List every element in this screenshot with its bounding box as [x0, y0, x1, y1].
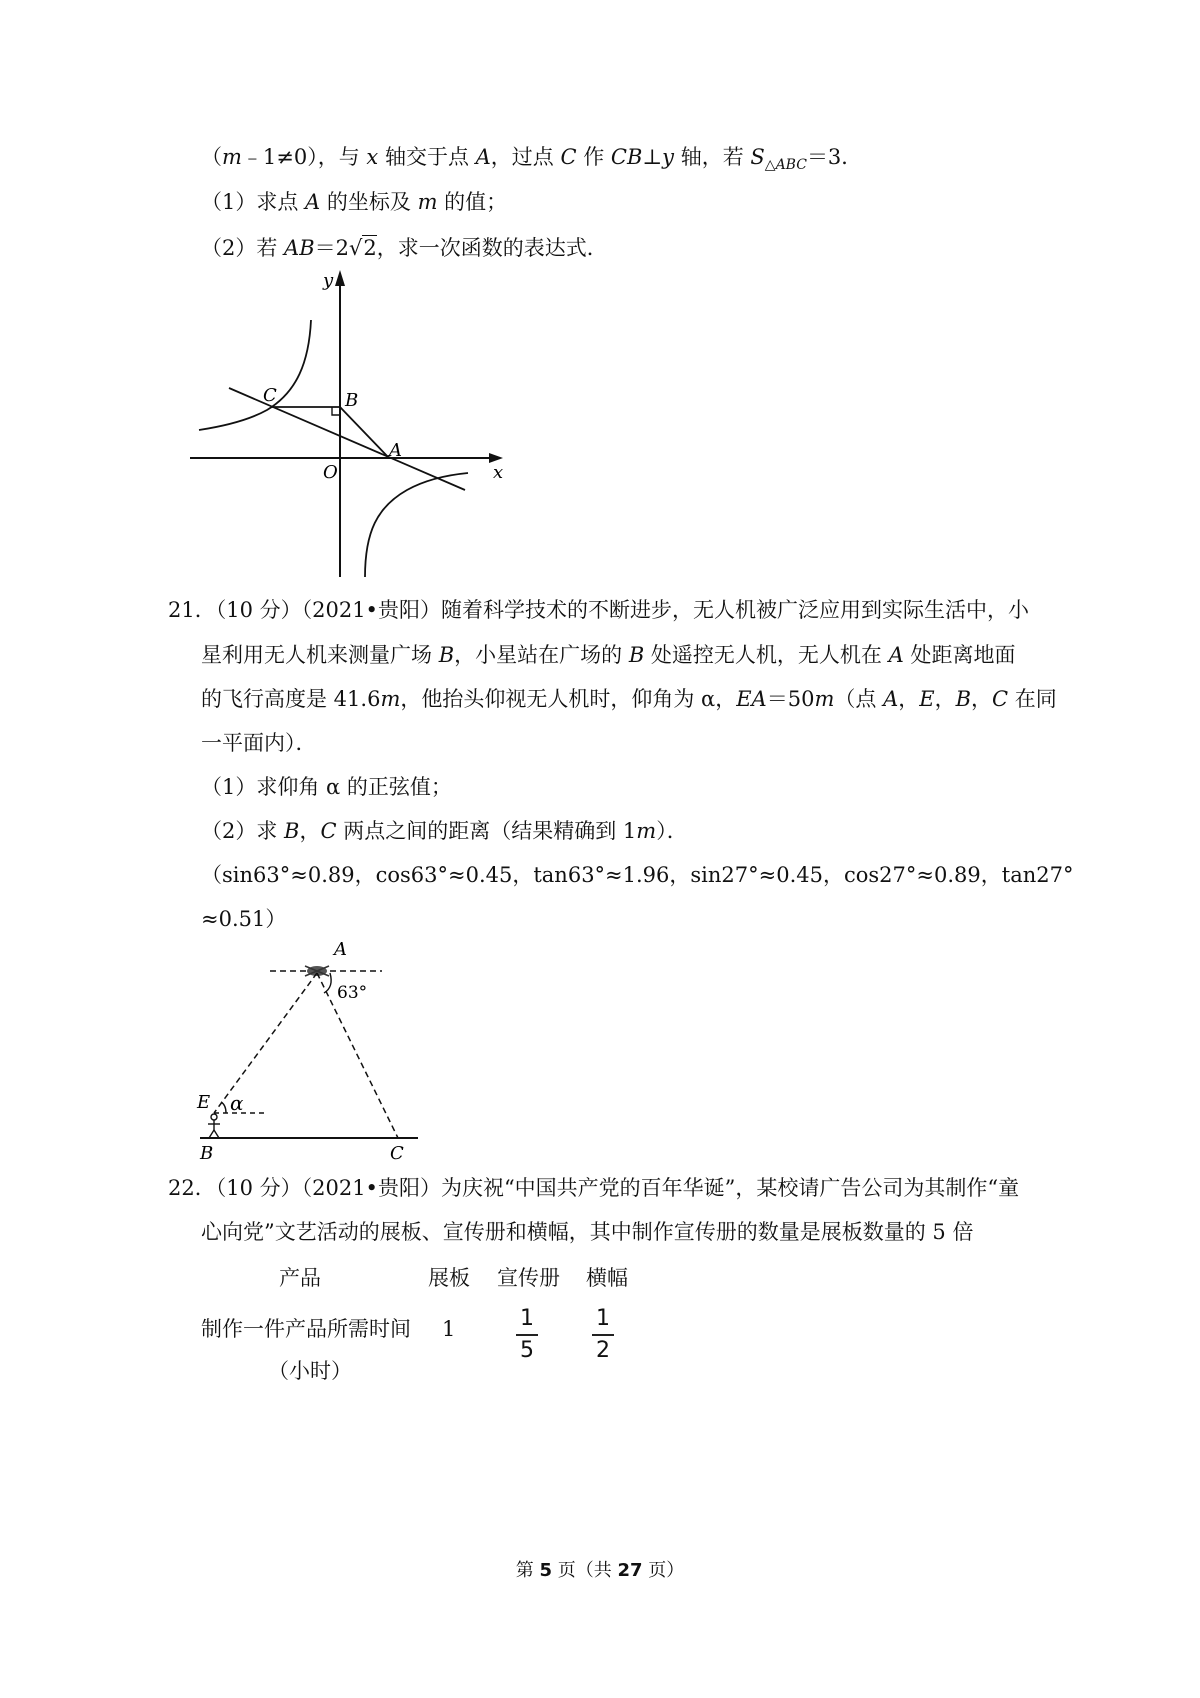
label-a: A — [389, 440, 402, 461]
table-value-board: 1 — [442, 1317, 456, 1341]
label-alpha: α — [230, 1091, 244, 1115]
q21-reference-values-2: ≈0.51） — [201, 907, 287, 931]
hyperbola-branch-lower-right — [365, 473, 468, 577]
q20-condition-line: （m﹣1≠0），与 x 轴交于点 A，过点 C 作 CB⊥y 轴，若 $S_{\triangle ABC}=3$． — [201, 145, 863, 174]
q21-line-4: 一平面内）． — [201, 731, 317, 755]
segment-ba — [340, 407, 389, 458]
q21-line-3: 的飞行高度是 41.6m，他抬头仰视无人机时，仰角为 α，EA＝50m（点 A，E，B，C 在同 — [201, 687, 1057, 711]
q22-line-1: 22．（10 分）（2021•贵阳）为庆祝“中国共产党的百年华诞”，某校请广告公司为其制作“童 — [168, 1176, 1020, 1200]
right-angle-mark — [332, 407, 340, 415]
q21-part1: （1）求仰角 α 的正弦值； — [201, 775, 452, 799]
hyperbola-branch-upper-left — [199, 320, 311, 430]
table-value-brochure-fraction: 1 5 — [512, 1306, 542, 1364]
table-row-label: 制作一件产品所需时间 — [201, 1317, 411, 1341]
q22-line-2: 心向党”文艺活动的展板、宣传册和横幅，其中制作宣传册的数量是展板数量的 5 倍 — [201, 1220, 974, 1244]
table-row-label-unit: （小时） — [268, 1359, 352, 1383]
sqrt-symbol: √ — [349, 236, 363, 260]
label-b: B — [200, 1143, 214, 1164]
label-a: A — [334, 939, 347, 960]
q21-figure — [190, 935, 430, 1165]
q21-line-2: 星利用无人机来测量广场 B，小星站在广场的 B 处遥控无人机，无人机在 A 处距离地面 — [201, 643, 1016, 667]
table-header-brochure: 宣传册 — [497, 1266, 560, 1290]
q21-line-1: 21．（10 分）（2021•贵阳）随着科学技术的不断进步，无人机被广泛应用到实际生活中，小 — [168, 598, 1029, 622]
label-c: C — [263, 385, 277, 406]
q21-part2: （2）求 B，C 两点之间的距离（结果精确到 1m）． — [201, 819, 688, 843]
q20-part1: （1）求点 A 的坐标及 m 的值； — [201, 190, 508, 214]
label-e: E — [197, 1092, 211, 1113]
table-header-board: 展板 — [428, 1266, 470, 1290]
page-footer: 第 5 页（共 27 页） — [515, 1560, 685, 1581]
label-c: C — [390, 1143, 404, 1164]
q20-part2: （2）若 AB＝2√2，求一次函数的表达式． — [201, 236, 608, 260]
q21-reference-values-1: （sin63°≈0.89，cos63°≈0.45，tan63°≈1.96，sin27°≈0.45，cos27°≈0.89，tan27° — [201, 863, 1074, 887]
label-o: O — [323, 462, 338, 483]
label-b: B — [345, 390, 359, 411]
q20-figure — [185, 262, 515, 582]
label-angle-63: 63° — [337, 983, 368, 1003]
table-value-banner-fraction: 1 2 — [588, 1306, 618, 1364]
y-axis-arrow — [335, 270, 345, 286]
table-header-product: 产品 — [279, 1266, 321, 1290]
label-x: x — [493, 462, 504, 483]
table-header-banner: 横幅 — [586, 1266, 628, 1290]
label-y: y — [323, 270, 334, 291]
person-icon — [208, 1114, 220, 1138]
